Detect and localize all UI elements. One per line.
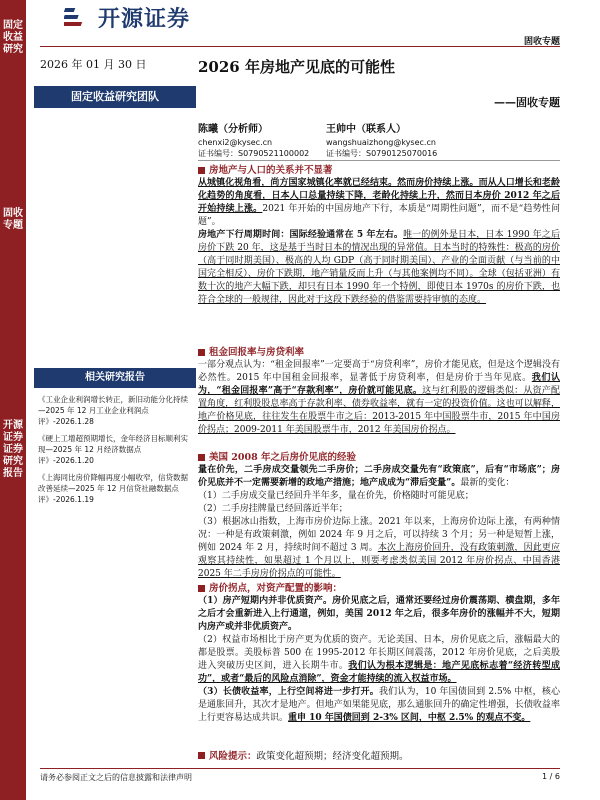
- header-label: 固收专题: [523, 37, 560, 47]
- analyst-card: [326, 124, 437, 159]
- analyst-name: 王帅中（联系人）: [326, 124, 406, 135]
- section-risk: [198, 750, 560, 763]
- related-report-link[interactable]: 《工业企业利润增长转正，新旧动能分化持续—2025 年 12 月工业企业利润点评》-2026.1.28: [38, 395, 188, 426]
- list-item: （3）长债收益率，上行空间将进一步打开。我们认为，10 年国债回到 2.5% 中枢，核心是通胀回升，其次才是地产。但地产如果能见底，那么通胀回升的确定性增强，长债收益率上行更容易达成共识。重申 10 年国债回到 2-3% 区间，中枢 2.5% 的观点不变。: [198, 687, 561, 723]
- brand-logo: [64, 4, 190, 30]
- footer-disclaimer: 请务必参阅正文之后的信息披露和法律声明: [40, 773, 192, 782]
- page-number: 1 / 6: [542, 772, 560, 781]
- list-item: （2）权益市场相比于房产更为优质的资产。无论美国、日本，房价见底之后，涨幅最大的都是股票。美股标普 500 在 1995-2012 年长期区间震荡，2012 年房价见底，之后美股进入突破历史区间，进入长期牛市。我们认为根本逻辑是：地产见底标志着“经济转型成功”，或者“最后的风险点消除”，资金才能持续的流入权益市场。: [198, 635, 560, 684]
- section-paragraph: 量在价先，二手房成交量领先二手房价；二手房成交量先有“政策底”，后有“市场底”；房价见底并不一定需要新增的政地产措施；地产成成为“滞后变量”。最新的变化：: [198, 465, 560, 488]
- square-bullet-icon: [198, 752, 205, 759]
- square-bullet-icon: [198, 349, 205, 356]
- section-paragraph: 房地产下行周期时间：国际经验通常在 5 年左右。唯一的例外是日本，日本 1990 年之后房价下跌 20 年，这是基于当时日本的情况出现的异常值。日本当时的特殊性：极高的房价（高于同时期美国）、极高的人均 GDP（高于同时期美国）、产业的全面贡献（与当前的中国完全相反）、房价下跌期，地产销量反而上升（与其他案例均不同）。全球（包括亚洲）有数十次的地产大幅下跌，却只有日本 1990 年一个特例，即使日本 1970s 的房价下跌，也符合全球的一般规律，因此对于这段下跌经验的借鉴需要持审慎的态度。: [198, 230, 560, 305]
- square-bullet-icon: [198, 585, 205, 592]
- list-item: （1）房产短期内并非优质资产。房价见底之后，通常还要经过房价震荡期、横盘期，多年之后才会重新进入上行通道，例如，美国 2012 年之后，很多年房价的涨幅并不大，短期内房产或并非优质资产。: [198, 596, 560, 632]
- report-subtitle: ——固收专题: [494, 96, 560, 109]
- section-paragraph: 一部分观点认为：“租金回报率”一定要高于“房贷利率”，房价才能见底，但是这个逻辑没有必然性。2015 年中国租金回报率，显著低于房贷利率，但是房价于当年见底。我们认为，“租金回报率”高于“存款利率”，房价就可能见底。这与红利股的逻辑类似：从资产配置角度，红利股股息率高于存款利率、债券收益率，就有一定的投资价值。这也可以解释，地产价格见底，往往发生在股票牛市之后：2013-2015 年中国股票牛市，2015 年中国房价拐点；2009-2011 年美国股票牛市，2012 年美国房价拐点。: [198, 360, 560, 435]
- section-heading: 房地产与人口的关系并不显著: [198, 164, 560, 177]
- analyst-cert: 证书编号：S0790125070016: [326, 149, 438, 158]
- sidebar-middle-label: 固收专题: [3, 208, 23, 231]
- list-item: （1）二手房成交量已经回升半年多，量在价先，价格随时可能见底；: [198, 491, 474, 501]
- report-title: 2026 年房地产见底的可能性: [198, 58, 395, 76]
- left-sidebar: [0, 0, 26, 800]
- team-banner: 固定收益研究团队: [34, 86, 196, 108]
- logo-text: 开源证券: [98, 6, 191, 32]
- analyst-cert: 证书编号：S0790521100002: [198, 149, 310, 158]
- related-report-link[interactable]: 《上海同比房价降幅再度小幅收窄，信贷数据改善延续—2025 年 12 月信贷社融数据点评》-2026.1.19: [38, 473, 188, 504]
- section-rent-yield: [198, 346, 560, 437]
- analyst-email[interactable]: chenxi2@kysec.cn: [198, 138, 273, 147]
- analyst-name: 陈曦（分析师）: [198, 124, 268, 135]
- analyst-divider: [198, 160, 560, 161]
- analyst-email[interactable]: wangshuaizhong@kysec.cn: [326, 138, 436, 147]
- section-us-experience: [198, 451, 560, 581]
- section-asset-allocation: [198, 582, 560, 725]
- section-paragraph: 从城镇化视角看，尚方国家城镇化率就已经结束。然而房价持续上涨。而从人口增长和老龄化趋势的角度看，日本人口总量持续下降，老龄化持续上升，然而日本房价 2012 年之后开始持续上涨。2021 年开始的中国房地产下行，本质是“周期性问题”，而不是“趋势性问题”。: [198, 178, 560, 227]
- section-heading: 房价拐点，对资产配置的影响：: [198, 582, 560, 595]
- section-heading: 美国 2008 年之后房价见底的经验: [198, 451, 560, 464]
- list-item: （2）二手房挂牌量已经回落近半年；: [198, 504, 348, 514]
- related-reports-list: [38, 394, 194, 511]
- section-heading: 风险提示：政策变化超预期；经济变化超预期。: [198, 750, 560, 763]
- analyst-card: [198, 124, 309, 159]
- sidebar-bottom-label: 开源证券 证券研究报告: [3, 420, 23, 479]
- header-divider: [40, 46, 560, 47]
- section-population: [198, 164, 560, 307]
- square-bullet-icon: [198, 454, 205, 461]
- related-report-link[interactable]: 《硬上工增超预期增长，金年经济目标顺利实现—2025 年 12 月经济数据点评》-2026.1.20: [38, 434, 188, 465]
- sidebar-top-label: 固定收益研究: [3, 20, 23, 55]
- section-heading: 租金回报率与房贷利率: [198, 346, 560, 359]
- square-bullet-icon: [198, 167, 205, 174]
- footer-divider: [40, 768, 560, 769]
- related-reports-banner: 相关研究报告: [34, 368, 196, 388]
- report-date: 2026 年 01 月 30 日: [40, 58, 147, 71]
- list-item: （3）根据冰山指数，上海市房价边际上涨。2021 年以来，上海房价边际上涨，有两种情况：一种是有政策刺激，例如 2024 年 9 月之后，可以持续 3 个月；另一种是短暂上涨，例如 2024 年 2 月，持续时间不超过 3 周。本次上海房价回升，没有政策刺激，因此更应观察其持续性，如果超过 1 个月以上，则要考虑类似美国 2012 年房价拐点、中国香港 2025 年二手房房价拐点的可能性。: [198, 517, 560, 579]
- logo-mark-icon: [64, 6, 92, 28]
